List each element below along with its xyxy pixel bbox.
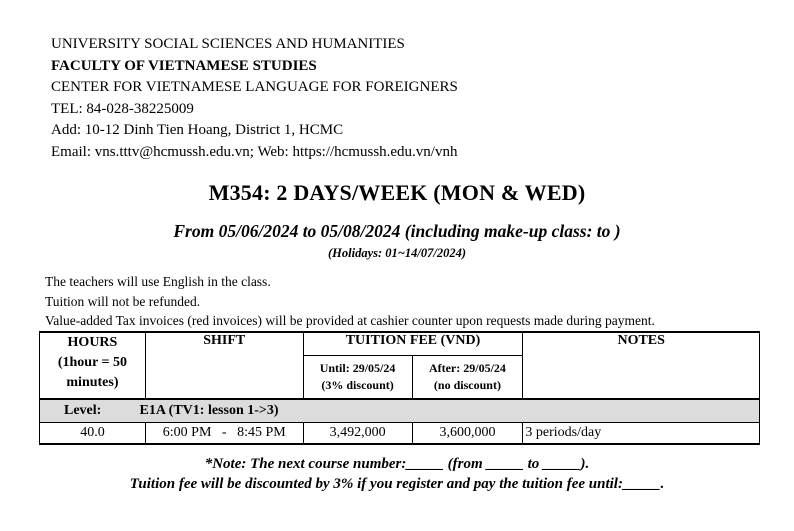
fee-after-date: After: 29/05/24 [428,361,506,375]
fee-after-discount: (no discount) [433,378,501,392]
row-fee-after: 3,600,000 [412,423,523,445]
fee-until-date: Until: 29/05/24 [319,361,396,375]
note-language: The teachers will use English in the class. [45,274,271,289]
university-name: UNIVERSITY SOCIAL SCIENCES AND HUMANITIES [51,36,405,52]
shift-header: SHIFT [145,332,303,399]
fee-after-header [412,356,523,400]
notes-header: NOTES [523,332,760,399]
table-row [40,423,760,445]
hours-header-label: HOURS [67,335,118,350]
hours-header-sub: (1hour = 50 minutes) [57,355,128,390]
hours-header [40,332,146,399]
shift-separator: - [221,425,227,440]
note-refund: Tuition will not be refunded. [45,293,201,309]
institution-header [51,34,458,163]
fee-header: TUITION FEE (VND) [303,332,523,356]
row-shift [145,423,303,445]
course-period: From 05/06/2024 to 05/08/2024 (including make-up class: to ) [173,221,621,241]
contact-info: Email: vns.tttv@hcmussh.edu.vn; Web: https://hcmussh.edu.vn/vnh [51,143,458,160]
tuition-table [39,331,760,445]
general-notes [45,272,655,331]
shift-end: 8:45 PM [237,425,286,440]
course-title: M354: 2 DAYS/WEEK (MON & WED) [208,180,586,205]
address: Add: 10-12 Dinh Tien Hoang, District 1, HCMC [51,122,344,138]
center-name: CENTER FOR VIETNAMESE LANGUAGE FOR FOREIGNERS [51,79,458,95]
fee-until-header [303,356,412,400]
telephone: TEL: 84-028-38225009 [51,100,194,117]
level-label: Level: [64,403,102,418]
level-row [40,399,760,423]
level-value: E1A (TV1: lesson 1->3) [139,403,279,418]
row-notes: 3 periods/day [523,423,760,445]
note-invoice: Value-added Tax invoices (red invoices) will be provided at cashier counter upon requests made during payment. [45,313,655,328]
next-course-note: *Note: The next course number:_____ (from _____ to _____). [204,456,590,472]
course-holidays: (Holidays: 01~14/07/2024) [327,246,466,260]
shift-start: 6:00 PM [162,425,212,440]
faculty-name: FACULTY OF VIETNAMESE STUDIES [51,57,317,74]
discount-note: Tuition fee will be discounted by 3% if you register and pay the tuition fee until:_____. [129,476,665,492]
row-hours: 40.0 [40,423,146,445]
row-fee-until: 3,492,000 [303,423,412,445]
fee-until-discount: (3% discount) [321,378,394,392]
